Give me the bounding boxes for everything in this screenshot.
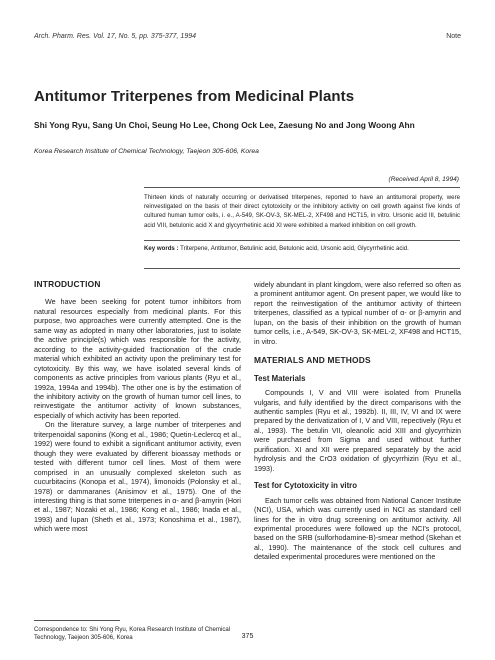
methods-paragraph-1: Compounds I, V and VIII were isolated from Prunella vulgaris, and fully identified by the direct comparisons with the authentic samples (Ryu et al., 1992b). II, III, IV, VI and IX were prepared by the derivatization of I, V and VIII, repectively (Ryu et al., 1993). The betulin VII, oleanolic acid XIII and glycyrrhizin were purchased from Sigma and used without further purification. XI and XII were prepared separately by the acid hydrolysis and the CrO3 oxidation of glycyrrhizin (Ryu et al., 1993). [254, 388, 461, 473]
abstract-top-rule [144, 187, 460, 188]
paper-title: Antitumor Triterpenes from Medicinal Plants [34, 88, 355, 105]
intro-continuation: widely abundant in plant kingdom, were also referred so often as a prominent antitumor agent. On present paper, we would like to report the reinvestigation of the antitumor activity of thirteen triterpenes, classified as a typical number of α- or β-amyrin and lupan, on the basis of their inhibition on the growth of human tumor cells, i.e., A-549, SK-OV-3, SK-MEL-2, XF498 and HCT15, in vitro. [254, 280, 461, 346]
test-materials-heading: Test Materials [254, 373, 306, 383]
author-list: Shi Yong Ryu, Sang Un Choi, Seung Ho Lee, Chong Ock Lee, Zaesung No and Jong Woong Ahn [34, 120, 415, 130]
abstract-bottom-rule [144, 268, 460, 269]
left-column [34, 280, 241, 534]
abstract: Thirteen kinds of naturally occurring or derivatised triterpenes, reported to have an antitumoral property, were reinvestigated on the basis of their direct cytotoxicity or the inhibitory activity on cell growth against five kinds of cultured human tumor cells, i. e., A-549, SK-OV-3, SK-MEL-2, XF498 and HCT15, in vitro. Ursonic acid III, betulinic acid VIII, betulonic acid X and glycyrrhetinic acid XI were exhibited a marked inhibition on cell growth. [144, 194, 460, 229]
keywords-label: Key words : [144, 245, 179, 252]
article-type: Note [446, 33, 461, 40]
affiliation: Korea Research Institute of Chemical Technology, Taejeon 305-606, Korea [34, 148, 259, 155]
correspondence-footnote: Correspondence to: Shi Yong Ryu, Korea Research Institute of Chemical Technology, Taejeon 305-606, Korea [34, 626, 231, 642]
introduction-heading: INTRODUCTION [34, 279, 101, 289]
journal-citation: Arch. Pharm. Res. Vol. 17, No. 5, pp. 375-377, 1994 [34, 33, 196, 40]
intro-paragraph-1: We have been seeking for potent tumor inhibitors from natural resources especially from medicinal plants. For this purpose, two approaches were currently attempted. One is the same way as adopted in many other laboratories, just to isolate the active principle(s) which was responsible for the activity, according to the activity-guided fractionation of the crude material which exhibited an activity upon the preliminary test for cytotoxicity. By this way, we have isolated several kinds of components as active principles from various plants (Ryu et al., 1992a, 1994a and 1994b). The other one is by the estimation of the inhibitory activity on the growth of human tumor cell lines, to reinvestigate the antitumor activity of known substances, especially of which activity has been reported. [34, 297, 241, 420]
page-number: 375 [241, 633, 254, 640]
right-column [254, 280, 461, 562]
received-date: (Received April 8, 1994) [388, 176, 459, 183]
methods-heading: MATERIALS AND METHODS [254, 355, 371, 366]
intro-paragraph-2: On the literature survey, a large number of triterpenes and triterpenoidal saponins (Kong et al., 1986; Quetin-Leclercq et al., 1992) were found to exhibit a significant antitumor activity, even though they were evaluated by different bioassay methods or tested with different tumor cell lines. Most of them were comprised in an unusually complexed skeleton such as cucurbitacins (Konopa et al., 1974), limonoids (Polonsky et al., 1978) or dammaranes (Anisimov et al., 1975). One of the interesting thing is that some triterpenes in α- and β-amyrin (Hori et al., 1987; Nozaki et al., 1986; Kong et al., 1986; Inada et al., 1993) and lupan (Sheth et al., 1973; Konoshima et al., 1987), which were most [34, 420, 241, 534]
methods-paragraph-2: Each tumor cells was obtained from National Cancer Institute (NCI), USA, which was currently used in NCI as standard cell lines for the in vitro drug screening on antitumor activity. All exprimental procedures were followed up the NCI's protocol, based on the SRB (sulforhodamine-B)-smear method (Skehan et al., 1990). The maintenance of the stock cell cultures and detailed experimental procedures were mentioned on the [254, 495, 461, 562]
keywords [144, 244, 460, 253]
footnote-rule [34, 620, 120, 621]
cytotoxicity-heading: Test for Cytotoxicity in vitro [254, 481, 357, 491]
abstract-divider [144, 240, 460, 241]
keywords-list: Triterpene, Antitumor, Betulinic acid, Betulonic acid, Ursonic acid, Glycyrrhetinic acid. [178, 245, 409, 252]
